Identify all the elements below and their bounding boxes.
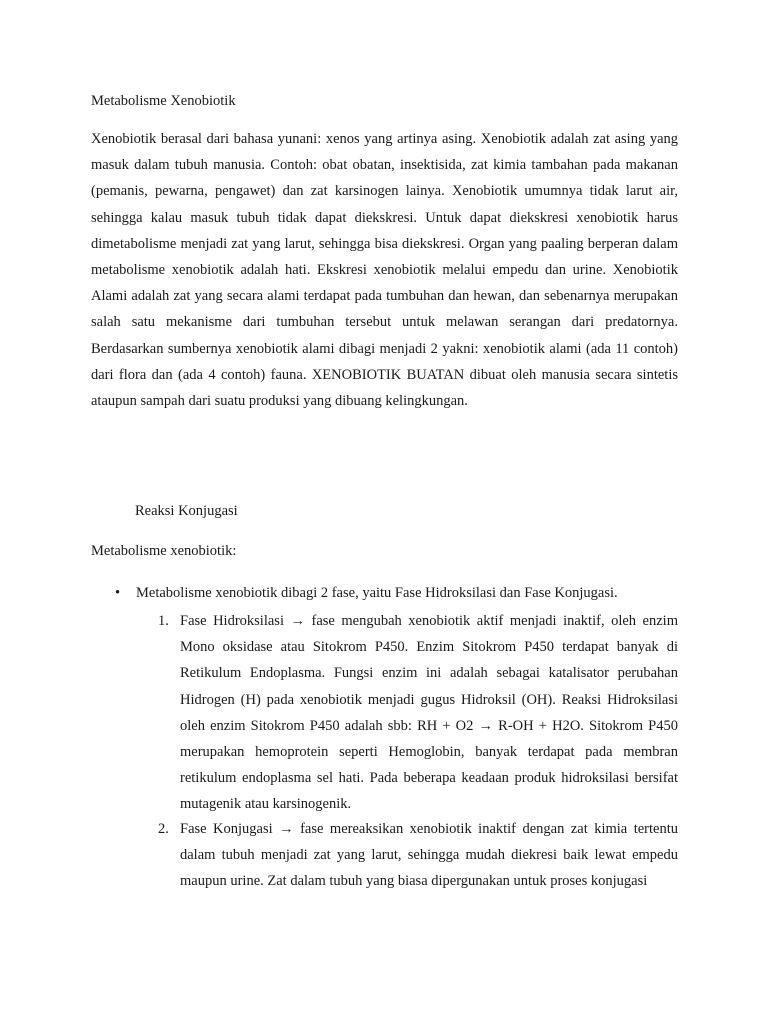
list-item-number: 1. (158, 613, 169, 629)
list-item-text: Fase Hidroksilasi → fase mengubah xenobiotik aktif menjadi inaktif, oleh enzim Mono oksidase atau Sitokrom P450. Enzim Sitokrom P450 terdapat banyak di Retikulum Endoplasma. Fungsi enzim ini adalah sebagai katalisator perubahan Hidrogen (H) pada xenobiotik menjadi gugus Hidroksil (OH). Reaksi Hidroksilasi oleh enzim Sitokrom P450 adalah sbb: RH + O2 → R-OH + H2O. Sitokrom P450 merupakan hemoprotein seperti Hemoglobin, banyak terdapat pada membran retikulum endoplasma sel hati. Pada beberapa keadaan produk hidroksilasi bersifat mutagenik atau karsinogenik. (180, 613, 678, 813)
list-item (135, 608, 678, 818)
list-item-number: 2. (158, 821, 169, 837)
document-title: Metabolisme Xenobiotik (91, 93, 236, 109)
list-item (135, 816, 678, 895)
intro-paragraph: Xenobiotik berasal dari bahasa yunani: xenos yang artinya asing. Xenobiotik adalah zat asing yang masuk dalam tubuh manusia. Contoh: obat obatan, insektisida, zat kimia tambahan pada makanan (pemanis, pewarna, pengawet) dan zat karsinogen lainya. Xenobiotik umumnya tidak larut air, sehingga kalau masuk tubuh tidak dapat diekskresi. Untuk dapat diekskresi xenobiotik harus dimetabolisme menjadi zat yang larut, sehingga bisa diekskresi. Organ yang paaling berperan dalam metabolisme xenobiotik adalah hati. Ekskresi xenobiotik melalui empedu dan urine. Xenobiotik Alami adalah zat yang secara alami terdapat pada tumbuhan dan hewan, dan sebenarnya merupakan salah satu mekanisme dari tumbuhan tersebut untuk melawan serangan dari predatornya. Berdasarkan sumbernya xenobiotik alami dibagi menjadi 2 yakni: xenobiotik alami (ada 11 contoh) dari flora dan (ada 4 contoh) fauna. XENOBIOTIK BUATAN dibuat oleh manusia secara sintetis ataupun sampah dari suatu produksi yang dibuang kelingkungan. (91, 131, 678, 410)
bullet-marker: • (115, 585, 121, 601)
list-item-text: Fase Konjugasi → fase mereaksikan xenobiotik inaktif dengan zat kimia tertentu dalam tubuh menjadi zat yang larut, sehingga mudah diekresi baik lewat empedu maupun urine. Zat dalam tubuh yang biasa dipergunakan untuk proses konjugasi (180, 821, 678, 890)
bullet-text: Metabolisme xenobiotik dibagi 2 fase, yaitu Fase Hidroksilasi dan Fase Konjugasi. (136, 585, 618, 601)
subheading: Metabolisme xenobiotik: (91, 543, 237, 559)
section-heading: Reaksi Konjugasi (135, 503, 238, 519)
